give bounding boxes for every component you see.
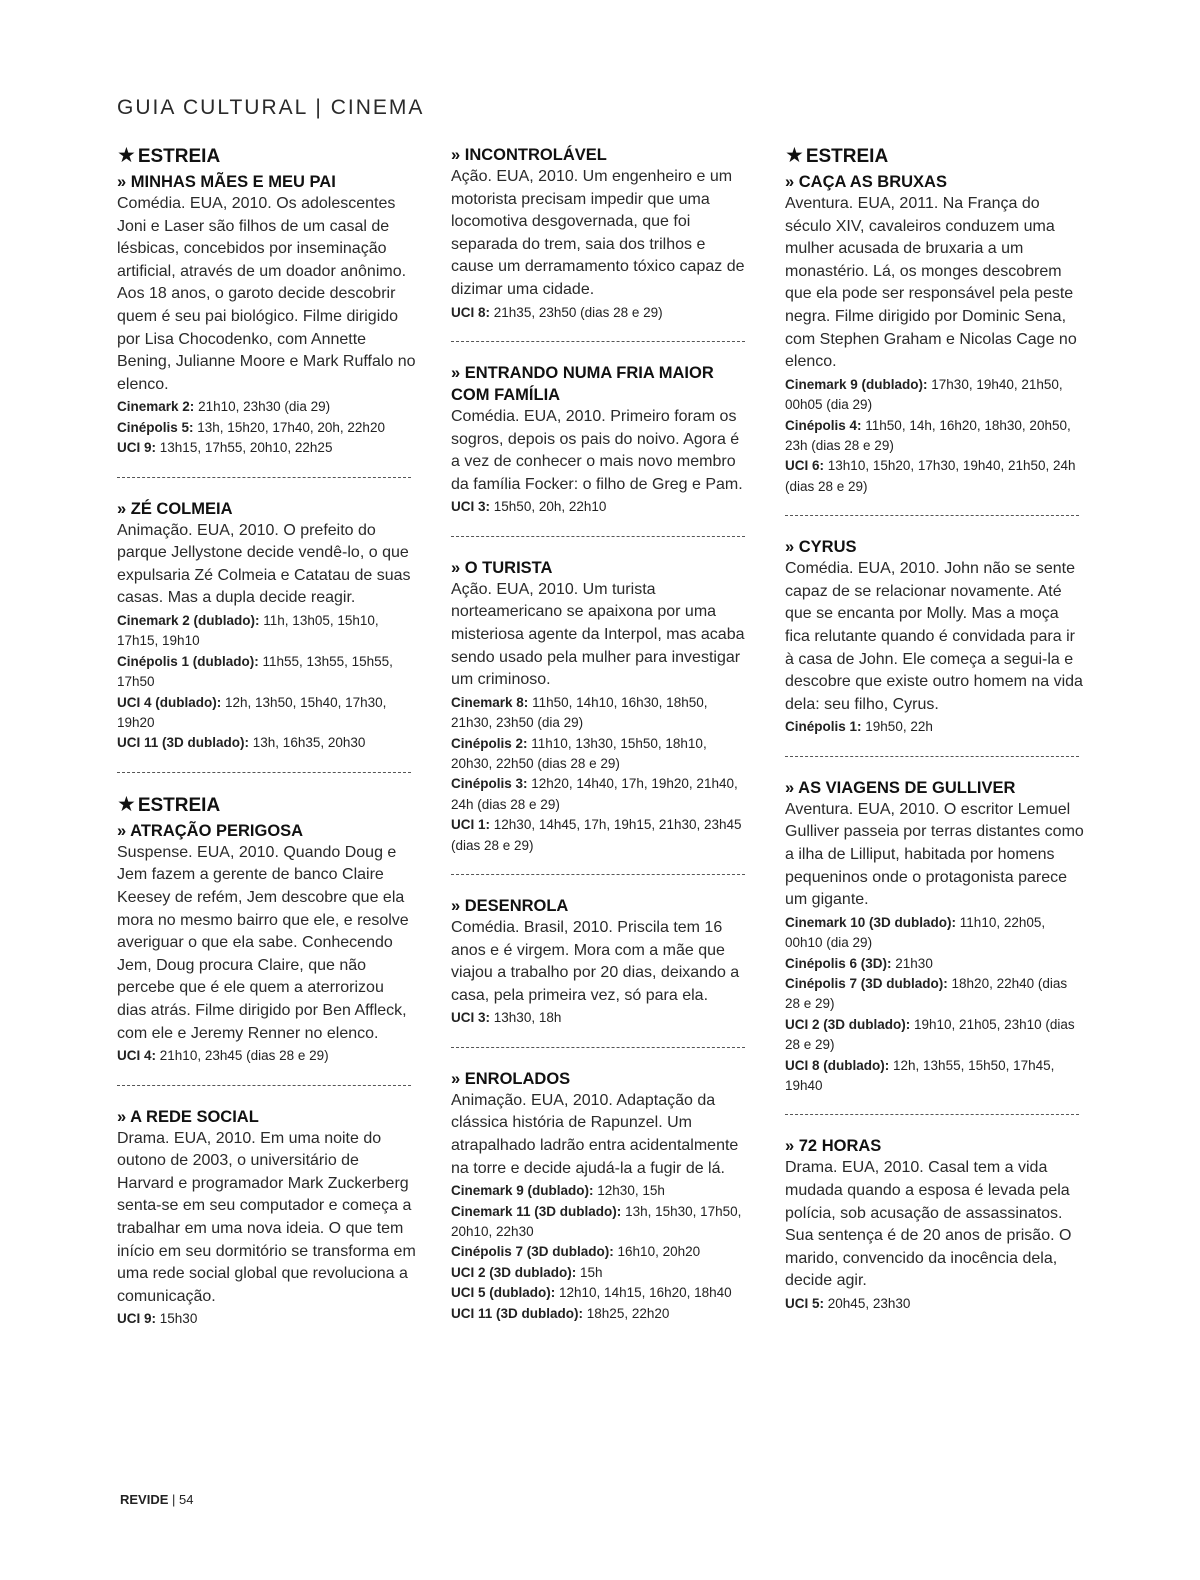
showtimes xyxy=(451,1181,751,1324)
showtimes xyxy=(785,913,1085,1097)
cinema-name: Cinépolis 6 (3D): xyxy=(785,955,892,971)
footer-separator: | xyxy=(172,1492,176,1507)
cinema-name: UCI 8 (dublado): xyxy=(785,1057,890,1073)
showtime-row xyxy=(785,1294,1085,1314)
showtime-times: 13h, 15h30, 17h50, 20h10, 22h30 xyxy=(451,1203,742,1239)
showtime-row xyxy=(117,1309,417,1329)
cinema-name: Cinépolis 7 (3D dublado): xyxy=(785,975,948,991)
page-number: 54 xyxy=(179,1492,194,1507)
movie-synopsis: Comédia. EUA, 2010. Primeiro foram os sogros, depois os pais do noivo. Agora é a vez de conhecer o mais novo membro da família Focker: o filho de Greg e Pam. xyxy=(451,407,743,493)
showtime-times: 19h10, 21h05, 23h10 (dias 28 e 29) xyxy=(785,1016,1075,1053)
showtime-row xyxy=(785,375,1085,416)
showtime-row xyxy=(451,1283,751,1303)
movie-title: » 72 HORAS xyxy=(785,1137,882,1156)
star-icon: ★ xyxy=(117,144,136,167)
showtime-times: 15h50, 20h, 22h10 xyxy=(493,499,607,515)
cinema-name: UCI 1: xyxy=(451,817,491,833)
dashed-divider xyxy=(451,874,745,875)
showtime-times: 11h10, 22h05, 00h10 (dia 29) xyxy=(785,914,1046,951)
movie-listing xyxy=(117,144,417,459)
cinema-name: Cinépolis 5: xyxy=(117,419,194,435)
movie-listing xyxy=(117,498,417,754)
cinema-name: UCI 5: xyxy=(785,1295,825,1311)
cinema-name: Cinemark 2 (dublado): xyxy=(117,612,260,628)
showtime-row xyxy=(117,733,417,753)
cinema-name: Cinemark 8: xyxy=(451,694,529,710)
movie-synopsis: Animação. EUA, 2010. Adaptação da clássica história de Rapunzel. Um atrapalhado ladrão entra acidentalmente na torre e decide ajudá-la a fugir de lá. xyxy=(451,1091,739,1177)
showtime-row xyxy=(117,397,417,417)
subsection-label: CINEMA xyxy=(330,96,425,119)
showtime-times: 20h45, 23h30 xyxy=(827,1295,911,1311)
movie-synopsis: Drama. EUA, 2010. Casal tem a vida mudada quando a esposa é levada pela polícia, sob acusação de assassinatos. Sua sentença é de 20 anos de prisão. O marido, convencido da inocência dela, decide agir. xyxy=(785,1159,1072,1290)
section-label: GUIA CULTURAL xyxy=(117,96,308,119)
showtime-row xyxy=(785,416,1085,457)
dashed-divider xyxy=(117,1085,411,1086)
showtime-times: 15h30 xyxy=(159,1311,198,1327)
showtimes xyxy=(785,375,1085,497)
showtime-row xyxy=(117,611,417,652)
movie-title: » A REDE SOCIAL xyxy=(117,1107,259,1126)
movie-listing xyxy=(785,536,1085,738)
cinema-name: UCI 3: xyxy=(451,499,491,515)
showtime-row xyxy=(451,1202,751,1243)
cinema-name: UCI 6: xyxy=(785,458,825,474)
cinema-name: Cinemark 10 (3D dublado): xyxy=(785,914,957,930)
column-1 xyxy=(117,144,417,1330)
cinema-name: Cinépolis 1 (dublado): xyxy=(117,653,259,669)
magazine-name: REVIDE xyxy=(120,1492,169,1507)
showtime-row xyxy=(785,954,1085,974)
showtimes xyxy=(117,1046,417,1066)
showtime-times: 21h30 xyxy=(895,955,933,971)
showtime-row xyxy=(451,1263,751,1283)
showtime-row xyxy=(451,774,751,815)
movie-listing xyxy=(451,895,751,1029)
dashed-divider xyxy=(117,477,411,478)
showtimes xyxy=(451,693,751,856)
cinema-name: UCI 3: xyxy=(451,1010,491,1026)
showtime-times: 11h50, 14h, 16h20, 18h30, 20h50, 23h (dias 28 e 29) xyxy=(785,417,1071,453)
movie-title: » INCONTROLÁVEL xyxy=(451,146,607,164)
cinema-name: UCI 5 (dublado): xyxy=(451,1285,556,1301)
showtime-times: 15h xyxy=(580,1264,603,1280)
cinema-name: UCI 11 (3D dublado): xyxy=(451,1305,584,1321)
showtime-times: 19h50, 22h xyxy=(865,719,933,735)
showtime-row xyxy=(451,815,751,856)
cinema-name: Cinemark 2: xyxy=(117,399,195,415)
premiere-label: ESTREIA xyxy=(137,146,221,167)
cinema-name: UCI 2 (3D dublado): xyxy=(451,1264,577,1280)
showtime-times: 18h25, 22h20 xyxy=(586,1305,670,1321)
movie-title: » ENTRANDO NUMA FRIA MAIOR COM FAMÍLIA xyxy=(451,363,714,404)
movie-listing xyxy=(451,557,751,856)
showtime-times: 13h10, 15h20, 17h30, 19h40, 21h50, 24h (dias 28 e 29) xyxy=(785,458,1076,494)
movie-title: » ATRAÇÃO PERIGOSA xyxy=(117,821,304,840)
premiere-badge xyxy=(785,144,1085,169)
showtime-times: 21h10, 23h45 (dias 28 e 29) xyxy=(159,1048,329,1064)
movie-synopsis: Ação. EUA, 2010. Um engenheiro e um motorista precisam impedir que uma locomotiva desgovernada, que foi separada do trem, saia dos trilhos e cause um derramamento tóxico capaz de dizimar uma cidade. xyxy=(451,168,745,298)
cinema-name: UCI 9: xyxy=(117,440,157,456)
showtime-row xyxy=(785,974,1085,1015)
movie-listing xyxy=(451,362,751,518)
header-separator: | xyxy=(315,96,323,119)
showtime-times: 11h50, 14h10, 16h30, 18h50, 21h30, 23h50 (dia 29) xyxy=(451,694,708,731)
cinema-name: UCI 4 (dublado): xyxy=(117,694,222,710)
cinema-name: Cinépolis 7 (3D dublado): xyxy=(451,1244,614,1260)
showtime-times: 12h20, 14h40, 17h, 19h20, 21h40, 24h (dias 28 e 29) xyxy=(451,776,738,812)
cinema-name: Cinépolis 4: xyxy=(785,417,862,433)
showtime-row xyxy=(451,693,751,734)
showtime-times: 11h10, 13h30, 15h50, 18h10, 20h30, 22h50 (dias 28 e 29) xyxy=(451,735,707,771)
showtimes xyxy=(451,1008,751,1028)
showtime-row xyxy=(451,1008,751,1028)
dashed-divider xyxy=(785,756,1079,757)
movie-synopsis: Suspense. EUA, 2010. Quando Doug e Jem fazem a gerente de banco Claire Keesey de refém, Jem descobre que ela mora no mesmo bairro que ele, e resolve averiguar o que ela sabe. Conhecendo Jem, Doug procura Claire, que não percebe que é ele quem a aterrorizou dias atrás. Filme dirigido por Ben Affleck, com ele e Jeremy Renner no elenco. xyxy=(117,843,409,1042)
cinema-name: Cinépolis 1: xyxy=(785,719,862,735)
showtimes xyxy=(117,397,417,458)
showtime-times: 11h55, 13h55, 15h55, 17h50 xyxy=(117,653,393,690)
cinema-name: UCI 2 (3D dublado): xyxy=(785,1016,911,1032)
showtime-row xyxy=(451,734,751,775)
showtime-row xyxy=(451,1242,751,1262)
showtime-times: 12h30, 15h xyxy=(597,1183,665,1199)
column-2 xyxy=(451,144,751,1324)
cinema-name: UCI 11 (3D dublado): xyxy=(117,735,250,751)
movie-synopsis: Comédia. Brasil, 2010. Priscila tem 16 anos e é virgem. Mora com a mãe que viajou a trabalho por 20 dias, deixando a casa, pela primeira vez, só para ela. xyxy=(451,918,740,1004)
showtimes xyxy=(117,611,417,754)
showtime-row xyxy=(451,497,751,517)
page-header xyxy=(117,96,424,120)
cinema-name: Cinemark 9 (dublado): xyxy=(785,376,928,392)
cinema-name: Cinemark 11 (3D dublado): xyxy=(451,1203,622,1219)
movie-synopsis: Comédia. EUA, 2010. John não se sente capaz de se relacionar novamente. Até que se encanta por Molly. Mas a moça fica relutante quando é convidada para ir à casa de John. Ele começa a segui-la e descobre que existe outro homem na vida dela: seu filho, Cyrus. xyxy=(785,560,1083,713)
star-icon: ★ xyxy=(117,792,136,816)
dashed-divider xyxy=(451,1047,745,1048)
showtimes xyxy=(785,1294,1085,1314)
showtime-times: 21h10, 23h30 (dia 29) xyxy=(198,399,331,415)
page-footer xyxy=(120,1492,194,1507)
dashed-divider xyxy=(451,341,745,342)
premiere-label: ESTREIA xyxy=(137,794,221,816)
showtime-times: 13h, 16h35, 20h30 xyxy=(252,735,366,751)
premiere-badge xyxy=(117,144,417,169)
showtime-times: 11h, 13h05, 15h10, 17h15, 19h10 xyxy=(117,612,379,649)
cinema-name: UCI 8: xyxy=(451,304,491,320)
movie-listing xyxy=(451,1068,751,1324)
showtime-times: 12h10, 14h15, 16h20, 18h40 xyxy=(559,1285,732,1301)
showtime-times: 13h, 15h20, 17h40, 20h, 22h20 xyxy=(197,419,385,435)
dashed-divider xyxy=(785,1114,1079,1115)
cinema-name: UCI 9: xyxy=(117,1311,157,1327)
movie-listing xyxy=(117,1106,417,1330)
movie-listing xyxy=(785,144,1085,497)
movie-title: » O TURISTA xyxy=(451,558,553,577)
showtime-times: 12h, 13h55, 15h50, 17h45, 19h40 xyxy=(785,1057,1055,1093)
showtime-row xyxy=(785,913,1085,954)
dashed-divider xyxy=(117,772,411,773)
showtime-row xyxy=(451,1181,751,1201)
showtime-row xyxy=(451,303,751,323)
showtime-row xyxy=(451,1304,751,1324)
showtime-times: 12h, 13h50, 15h40, 17h30, 19h20 xyxy=(117,694,387,730)
movie-synopsis: Animação. EUA, 2010. O prefeito do parque Jellystone decide vendê-lo, o que expulsaria Zé Colmeia e Catatau de suas casas. Mas a dupla decide reagir. xyxy=(117,521,411,607)
showtime-times: 18h20, 22h40 (dias 28 e 29) xyxy=(785,975,1068,1012)
cinema-name: UCI 4: xyxy=(117,1048,157,1064)
movie-synopsis: Aventura. EUA, 2011. Na França do século XIV, cavaleiros conduzem uma mulher acusada de bruxaria a um monastério. Lá, os monges descobrem que ela pode ser responsável pela peste negra. Filme dirigido por Dominic Sena, com Stephen Graham e Nicolas Cage no elenco. xyxy=(785,195,1077,371)
dashed-divider xyxy=(451,536,745,537)
movie-synopsis: Aventura. EUA, 2010. O escritor Lemuel Gulliver passeia por terras distantes como a ilha de Lilliput, habitada por homens pequeninos onde o protagonista parece um gigante. xyxy=(785,800,1084,909)
showtime-row xyxy=(785,1015,1085,1056)
dashed-divider xyxy=(785,515,1079,516)
movie-synopsis: Ação. EUA, 2010. Um turista norteamericano se apaixona por uma misteriosa agente da Interpol, mas acaba sendo usado pela mulher para investigar um criminoso. xyxy=(451,580,745,689)
showtime-times: 13h15, 17h55, 20h10, 22h25 xyxy=(159,440,333,456)
showtimes xyxy=(785,717,1085,737)
showtime-row xyxy=(117,418,417,438)
showtime-times: 16h10, 20h20 xyxy=(617,1244,701,1260)
showtime-times: 17h30, 19h40, 21h50, 00h05 (dia 29) xyxy=(785,376,1063,413)
showtime-row xyxy=(117,438,417,458)
premiere-label: ESTREIA xyxy=(805,146,889,167)
showtime-row xyxy=(117,652,417,693)
showtimes xyxy=(117,1309,417,1329)
movie-listing xyxy=(451,144,751,323)
premiere-badge xyxy=(117,793,417,818)
movie-title: » ENROLADOS xyxy=(451,1069,571,1088)
showtimes xyxy=(451,303,751,323)
showtime-row xyxy=(117,1046,417,1066)
movie-title: » MINHAS MÃES E MEU PAI xyxy=(117,173,336,191)
cinema-name: Cinépolis 3: xyxy=(451,776,528,792)
showtime-times: 12h30, 14h45, 17h, 19h15, 21h30, 23h45 (dias 28 e 29) xyxy=(451,817,742,853)
movie-synopsis: Drama. EUA, 2010. Em uma noite do outono de 2003, o universitário de Harvard e programador Mark Zuckerberg senta-se em seu computador e começa a trabalhar em uma nova ideia. O que tem início em seu dormitório se transforma em uma rede social global que revoluciona a comunicação. xyxy=(117,1129,416,1305)
movie-title: » ZÉ COLMEIA xyxy=(117,499,233,518)
movie-listing xyxy=(785,1135,1085,1314)
column-3 xyxy=(785,144,1085,1314)
movie-title: » CAÇA AS BRUXAS xyxy=(785,173,947,191)
cinema-name: Cinépolis 2: xyxy=(451,735,528,751)
movie-listing xyxy=(117,793,417,1067)
movie-title: » DESENROLA xyxy=(451,896,569,915)
showtime-row xyxy=(117,693,417,734)
movie-listing xyxy=(785,777,1085,1097)
cinema-name: Cinemark 9 (dublado): xyxy=(451,1183,594,1199)
movie-title: » AS VIAGENS DE GULLIVER xyxy=(785,778,1016,797)
showtimes xyxy=(451,497,751,517)
showtime-row xyxy=(785,1056,1085,1097)
showtime-times: 13h30, 18h xyxy=(493,1010,562,1026)
showtime-row xyxy=(785,717,1085,737)
movie-title: » CYRUS xyxy=(785,538,857,557)
showtime-times: 21h35, 23h50 (dias 28 e 29) xyxy=(493,304,663,320)
star-icon: ★ xyxy=(785,144,804,167)
movie-synopsis: Comédia. EUA, 2010. Os adolescentes Joni e Laser são filhos de um casal de lésbicas, concebidos por inseminação artificial, através de um doador anônimo. Aos 18 anos, o garoto decide descobrir quem é seu pai biológico. Filme dirigido por Lisa Chocodenko, com Annette Bening, Julianne Moore e Mark Ruffalo no elenco. xyxy=(117,195,416,393)
showtime-row xyxy=(785,456,1085,497)
